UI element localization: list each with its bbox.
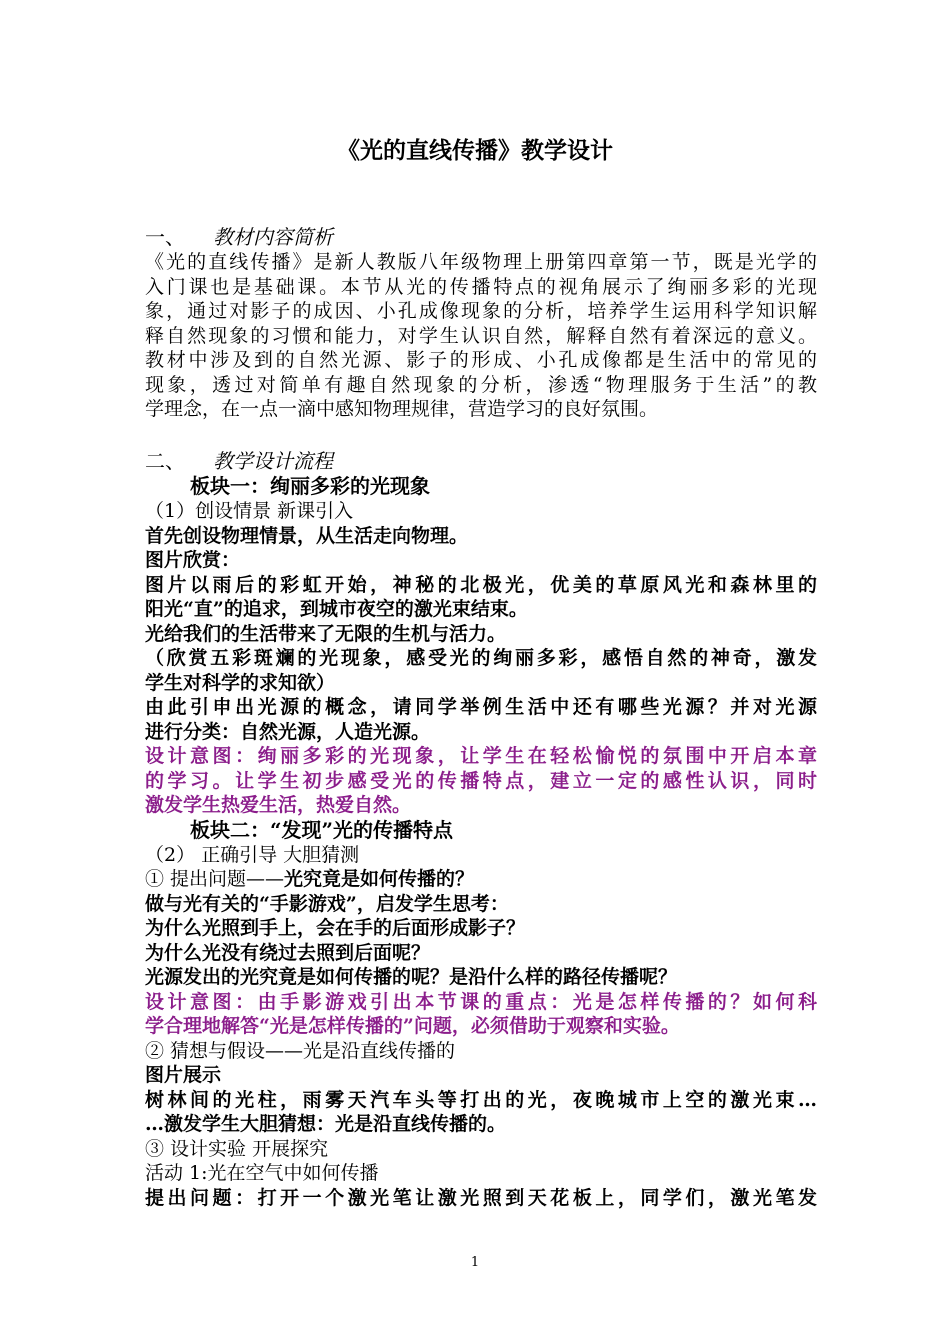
block-2-title: 板块二：“发现”光的传播特点 bbox=[190, 817, 454, 842]
paragraph-line: 《光的直线传播》是新人教版八年级物理上册第四章第一节，既是光学的 bbox=[145, 251, 817, 273]
block-1-line: 图片以雨后的彩虹开始，神秘的北极光，优美的草原风光和森林里的 bbox=[145, 573, 817, 596]
section-1 bbox=[145, 224, 817, 422]
block-1-line: 光给我们的生活带来了无限的生机与活力。 bbox=[145, 622, 507, 645]
paragraph-line: 学理念，在一点一滴中感知物理规律，营造学习的良好氛围。 bbox=[145, 398, 659, 420]
block-1-line: 进行分类：自然光源，人造光源。 bbox=[145, 720, 431, 743]
paragraph-line: 入门课也是基础课。本节从光的传播特点的视角展示了绚丽多彩的光现 bbox=[145, 275, 817, 298]
section-2-number: 二、 bbox=[145, 449, 185, 473]
paragraph-line: 象，通过对影子的成因、小孔成像现象的分析，培养学生运用科学知识解 bbox=[145, 300, 817, 322]
design-intent-line: 学合理地解答“光是怎样传播的”问题，必须借助于观察和实验。 bbox=[145, 1015, 680, 1037]
block-1-line: 由此引申出光源的概念，请同学举例生活中还有哪些光源？并对光源 bbox=[145, 696, 817, 718]
question-2: ② 猜想与假设——光是沿直线传播的 bbox=[145, 1039, 456, 1062]
document-title: 《光的直线传播》教学设计 bbox=[337, 137, 613, 164]
last-line: 提出问题：打开一个激光笔让激光照到天花板上，同学们，激光笔发 bbox=[145, 1186, 817, 1209]
block-2-step: （2） 正确引导 大胆猜测 bbox=[145, 843, 360, 866]
activity-1: 活动 1:光在空气中如何传播 bbox=[145, 1162, 379, 1184]
design-intent-line: 设计意图：绚丽多彩的光现象，让学生在轻松愉悦的氛围中开启本章 bbox=[145, 745, 817, 767]
section-2-heading bbox=[145, 448, 817, 474]
page-number: 1 bbox=[470, 1255, 480, 1270]
block-1-line: （欣赏五彩斑斓的光现象，感受光的绚丽多彩，感悟自然的神奇，激发 bbox=[145, 647, 817, 669]
block-1-line: 首先创设物理情景，从生活走向物理。 bbox=[145, 524, 469, 547]
picture-line: …激发学生大胆猜想：光是沿直线传播的。 bbox=[145, 1113, 507, 1135]
block-2-line: 光源发出的光究竟是如何传播的呢？是沿什么样的路径传播呢？ bbox=[145, 966, 678, 988]
section-1-heading bbox=[145, 224, 817, 250]
block-1-line: 阳光“直”的追求，到城市夜空的激光束结束。 bbox=[145, 598, 528, 620]
block-1-title: 板块一：绚丽多彩的光现象 bbox=[190, 474, 430, 498]
section-2-title: 教学设计流程 bbox=[213, 449, 333, 473]
block-2-line: 为什么光照到手上，会在手的后面形成影子？ bbox=[145, 917, 526, 939]
block-2-line: 为什么光没有绕过去照到后面呢？ bbox=[145, 941, 431, 964]
design-intent-line: 激发学生热爱生活，热爱自然。 bbox=[145, 794, 412, 816]
question-3: ③ 设计实验 开展探究 bbox=[145, 1137, 329, 1160]
section-2 bbox=[145, 448, 817, 1210]
paragraph-line: 现象，透过对简单有趣自然现象的分析，渗透“物理服务于生活”的教 bbox=[145, 373, 817, 396]
section-1-number: 一、 bbox=[145, 225, 185, 249]
question-1 bbox=[145, 867, 817, 892]
paragraph-line: 释自然现象的习惯和能力，对学生认识自然，解释自然有着深远的意义。 bbox=[145, 324, 817, 347]
picture-line: 树林间的光柱，雨雾天汽车头等打出的光，夜晚城市上空的激光束… bbox=[145, 1088, 817, 1111]
design-intent-line: 设计意图：由手影游戏引出本节课的重点：光是怎样传播的？如何科 bbox=[145, 990, 817, 1013]
block-1-line: 图片欣赏： bbox=[145, 549, 241, 571]
question-1-text: 光究竟是如何传播的？ bbox=[284, 868, 475, 890]
question-1-prefix: ① 提出问题—— bbox=[145, 868, 285, 890]
block-2-line: 做与光有关的“手影游戏”，启发学生思考： bbox=[145, 892, 509, 915]
picture-show-label: 图片展示 bbox=[145, 1064, 222, 1086]
section-1-title: 教材内容简析 bbox=[213, 225, 333, 249]
block-1-step: （1）创设情景 新课引入 bbox=[145, 500, 354, 522]
paragraph-line: 教材中涉及到的自然光源、影子的形成、小孔成像都是生活中的常见的 bbox=[145, 349, 817, 371]
block-1-line: 学生对科学的求知欲） bbox=[145, 671, 336, 694]
design-intent-line: 的学习。让学生初步感受光的传播特点，建立一定的感性认识，同时 bbox=[145, 769, 817, 792]
